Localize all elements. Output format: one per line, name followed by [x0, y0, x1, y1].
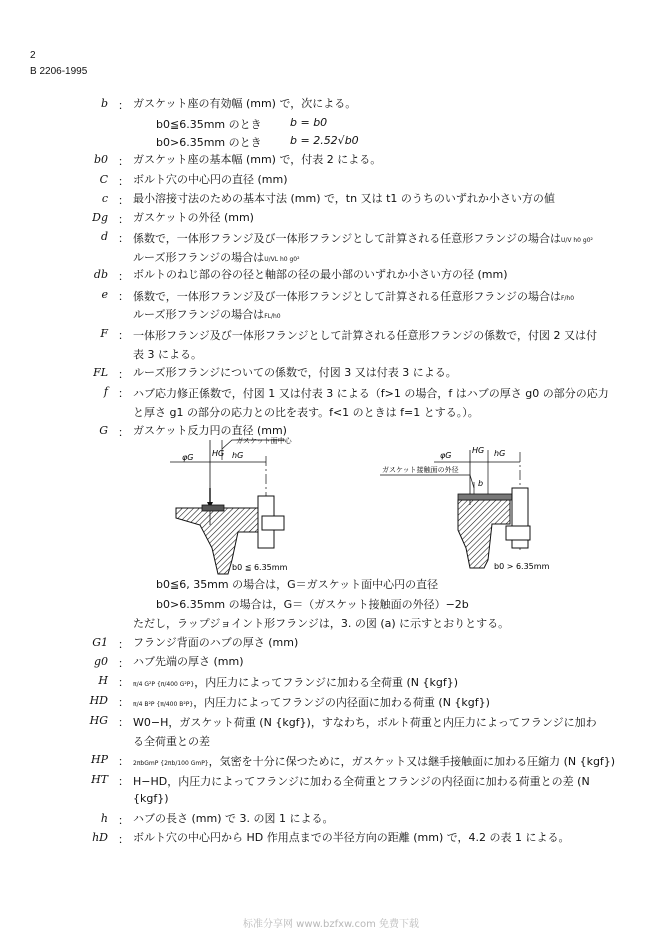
symbol-g0: g0 — [93, 655, 108, 668]
symbol-HD: HD — [89, 694, 108, 707]
g-note-2: b0>6.35mm の場合は，G＝（ガスケット接触面の外径）−2b — [156, 598, 469, 611]
definition-hD: ボルト穴の中心円から HD 作用点までの半径方向の距離 (mm) で，4.2 の表 1 による。 — [133, 831, 570, 844]
right-caption: b0 > 6.35mm — [494, 562, 550, 571]
colon: ： — [118, 814, 129, 827]
colon: ： — [118, 175, 129, 188]
formula-H: π/4 G²P {π/400 G²P} — [133, 681, 195, 688]
colon: ： — [118, 775, 129, 788]
definition-Dg: ガスケットの外径 (mm) — [133, 211, 254, 224]
definition-F-line2: 表 3 による。 — [133, 348, 202, 361]
b-case-2-condition: b0>6.35mm のとき — [156, 136, 262, 149]
right-leader — [380, 475, 474, 488]
symbol-HG: HG — [89, 714, 108, 727]
symbol-db: db — [93, 268, 108, 281]
colon: ： — [118, 213, 129, 226]
right-gasket — [458, 494, 516, 500]
colon: ： — [118, 194, 129, 207]
symbol-HT: HT — [91, 773, 108, 786]
left-phiG: φG — [182, 453, 194, 462]
colon: ： — [118, 716, 129, 729]
g-note-1: b0≦6, 35mm の場合は，G＝ガスケット面中心円の直径 — [156, 578, 439, 591]
colon: ： — [118, 833, 129, 846]
definition-H: π/4 G²P {π/400 G²P}，内圧力によってフランジに加わる全荷重 (N {kgf}) — [133, 676, 459, 689]
symbol-d: d — [100, 230, 108, 243]
symbol-b0: b0 — [93, 153, 108, 166]
formula-HD: π/4 B²P {π/400 B²P} — [133, 701, 194, 708]
right-phiG: φG — [440, 451, 452, 460]
colon: ： — [118, 99, 129, 112]
colon: ： — [118, 232, 129, 245]
symbol-e: e — [101, 288, 108, 301]
symbol-h: h — [100, 812, 108, 825]
symbol-C: C — [99, 173, 108, 186]
formula-d-loose: U/VL h0 g0² — [264, 256, 300, 263]
left-gasket — [202, 505, 224, 511]
definition-HP: 2πbGmP {2πb/100 GmP}，気密を十分に保つために，ガスケット又は継手接触面に加わる圧縮力 (N {kgf}) — [133, 755, 616, 768]
right-HG: HG — [472, 446, 485, 455]
definition-f-line2: と厚さ g1 の部分の応力との比を表す。f<1 のときは f=1 とする。）。 — [133, 406, 479, 419]
definition-HT-line2: {kgf}) — [133, 792, 169, 805]
symbol-c: c — [101, 192, 108, 205]
colon: ： — [118, 290, 129, 303]
definition-G1: フランジ背面のハブの厚さ (mm) — [133, 636, 299, 649]
b-case-1-condition: b0≦6.35mm のとき — [156, 118, 262, 131]
definition-F-line1: 一体形フランジ及び一体形フランジとして計算される任意形フランジの係数で，付図 2 又は付 — [133, 329, 597, 342]
definition-HG-line2: る全荷重との差 — [133, 735, 210, 748]
symbol-G: G — [99, 424, 108, 437]
symbol-G1: G1 — [92, 636, 108, 649]
definition-db: ボルトのねじ部の谷の径と軸部の径の最小部のいずれか小さい方の径 (mm) — [133, 268, 508, 281]
colon: ： — [118, 426, 129, 439]
definition-f-line1: ハブ応力修正係数で，付図 1 又は付表 3 による（f>1 の場合，f はハブの厚さ g0 の部分の応力 — [133, 387, 609, 400]
watermark: 标准分享网 www.bzfxw.com 免费下载 — [243, 919, 419, 930]
symbol-HP: HP — [91, 753, 108, 766]
definition-HT-line1: H−HD，内圧力によってフランジに加わる全荷重とフランジの内径面に加わる荷重との差 (N — [133, 775, 590, 788]
formula-HP: 2πbGmP {2πb/100 GmP} — [133, 760, 209, 767]
definition-HG-line1: W0−H，ガスケット荷重 (N {kgf})，すなわち，ボルト荷重と内圧力によってフランジに加わ — [133, 716, 597, 729]
colon: ： — [118, 696, 129, 709]
colon: ： — [118, 657, 129, 670]
definition-h: ハブの長さ (mm) で 3. の図 1 による。 — [133, 812, 334, 825]
symbol-hD: hD — [92, 831, 108, 844]
colon: ： — [118, 755, 129, 768]
definition-c: 最小溶接寸法のための基本寸法 (mm) で，tn 又は t1 のうちのいずれか小さい方の値 — [133, 192, 555, 205]
symbol-f: f — [103, 385, 108, 398]
left-center-label: ガスケット面中心 — [236, 437, 292, 445]
page-number: 2 — [30, 50, 36, 61]
definition-b: ガスケット座の有効幅 (mm) で，次による。 — [133, 97, 357, 110]
left-caption: b0 ≦ 6.35mm — [232, 563, 288, 572]
colon: ： — [118, 676, 129, 689]
g-note-3: ただし，ラップジョイント形フランジは，3. の図 (a) に示すとおりとする。 — [133, 617, 510, 630]
colon: ： — [118, 155, 129, 168]
symbol-F: F — [100, 327, 108, 340]
right-flange-body — [458, 500, 510, 568]
definition-C: ボルト穴の中心円の直径 (mm) — [133, 173, 288, 186]
definition-d-line2: ルーズ形フランジの場合はU/VL h0 g0² — [133, 251, 300, 264]
b-case-2-formula: b = 2.52√b0 — [290, 134, 359, 147]
right-contact-label: ガスケット接触面の外径 — [382, 466, 459, 474]
formula-d-integral: U/V h0 g0² — [560, 237, 593, 244]
formula-e-loose: FL/h0 — [264, 313, 281, 320]
definition-b0: ガスケット座の基本幅 (mm) で，付表 2 による。 — [133, 153, 382, 166]
colon: ： — [118, 270, 129, 283]
standard-code: B 2206-1995 — [30, 66, 88, 77]
definition-g0: ハブ先端の厚さ (mm) — [133, 655, 244, 668]
formula-e-integral: F/h0 — [560, 295, 575, 302]
right-b: b — [478, 479, 484, 488]
right-nut — [506, 526, 530, 540]
symbol-FL: FL — [93, 366, 108, 379]
definition-G: ガスケット反力円の直径 (mm) — [133, 424, 287, 437]
definition-e-line1: 係数で，一体形フランジ及び一体形フランジとして計算される任意形フランジの場合はF/h0 — [133, 290, 575, 303]
colon: ： — [118, 638, 129, 651]
definition-FL: ルーズ形フランジについての係数で，付図 3 又は付表 3 による。 — [133, 366, 457, 379]
left-nut — [262, 516, 284, 530]
colon: ： — [118, 368, 129, 381]
symbol-Dg: Dg — [92, 211, 108, 224]
definition-e-line2: ルーズ形フランジの場合はFL/h0 — [133, 308, 281, 321]
b-case-1-formula: b = b0 — [290, 116, 328, 129]
symbol-H: H — [98, 674, 108, 687]
figure-left — [170, 436, 293, 574]
left-hG: hG — [232, 451, 244, 460]
symbol-b: b — [100, 97, 108, 110]
colon: ： — [118, 387, 129, 400]
definition-d-line1: 係数で，一体形フランジ及び一体形フランジとして計算される任意形フランジの場合はU/V h0 g0² — [133, 232, 593, 245]
figure-right — [380, 446, 550, 571]
left-HG: HG — [212, 449, 225, 458]
colon: ： — [118, 329, 129, 342]
definition-HD: π/4 B²P {π/400 B²P}，内圧力によってフランジの内径面に加わる荷重 (N {kgf}) — [133, 696, 490, 709]
right-hG: hG — [494, 449, 506, 458]
